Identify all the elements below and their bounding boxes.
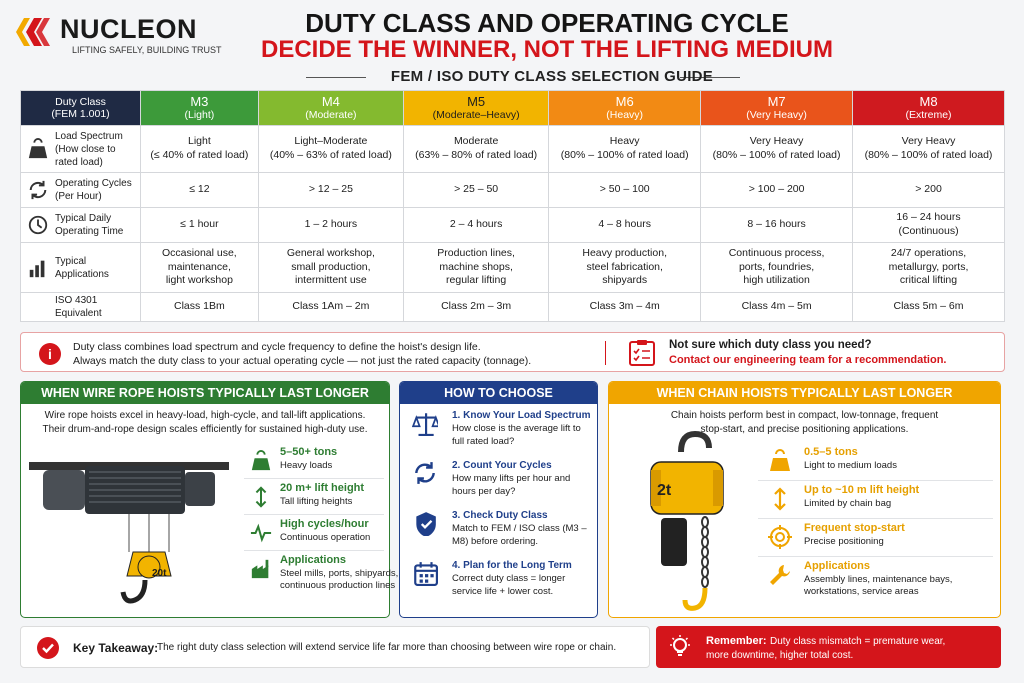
cell-line: (80% – 100% of rated load) bbox=[864, 149, 993, 161]
table-cell bbox=[404, 208, 549, 243]
factory-icon bbox=[250, 558, 272, 580]
wrench-icon bbox=[768, 563, 792, 587]
feature-title: 20 m+ lift height bbox=[280, 482, 365, 494]
cell-line: Production lines, bbox=[437, 247, 515, 260]
step-text: How close is the average lift to full rated load? bbox=[452, 423, 581, 447]
table-cell bbox=[258, 243, 403, 293]
table-cell bbox=[853, 293, 1005, 322]
calendar-icon bbox=[412, 560, 438, 586]
cell-line: 8 – 16 hours bbox=[747, 218, 806, 231]
table-cell bbox=[404, 293, 549, 322]
cell-line: light workshop bbox=[165, 274, 233, 287]
table-cell bbox=[549, 173, 701, 208]
table-cell bbox=[701, 208, 853, 243]
feature-subtitle bbox=[280, 532, 370, 544]
row-header-line: Load Spectrum bbox=[55, 130, 123, 142]
cell-line: ≤ 1 hour bbox=[180, 218, 219, 231]
feature-sub-line: Tall lifting heights bbox=[280, 496, 353, 507]
table-cell bbox=[853, 208, 1005, 243]
feature-subtitle: Light to medium loads bbox=[804, 460, 897, 471]
chain-feature-item bbox=[758, 481, 993, 519]
lift-height-icon bbox=[250, 486, 272, 508]
choose-step bbox=[410, 460, 595, 506]
row-header-line: Operating Cycles bbox=[55, 178, 132, 189]
table-cell bbox=[701, 126, 853, 173]
remember-text-1: Duty class mismatch = premature wear, bbox=[770, 636, 946, 647]
cell-line: > 200 bbox=[915, 183, 942, 196]
feature-title: 5–50+ tons bbox=[280, 446, 338, 458]
table-cell bbox=[853, 126, 1005, 173]
table-cell bbox=[258, 126, 403, 173]
how-to-choose-panel bbox=[399, 381, 598, 618]
step-title: 1. Know Your Load Spectrum bbox=[452, 410, 591, 421]
table-cell bbox=[258, 293, 403, 322]
duty-class-header-m7 bbox=[701, 91, 853, 126]
choose-step bbox=[410, 410, 595, 456]
cell-line: > 50 – 100 bbox=[599, 183, 650, 196]
table-row bbox=[21, 173, 1005, 208]
checklist-icon bbox=[627, 339, 657, 367]
wire-intro-line-2: Their drum-and-rope design scales efficiently for sustained high-duty use. bbox=[42, 423, 368, 435]
cell-line: ports, foundries, bbox=[738, 260, 815, 273]
key-takeaway-text: The right duty class selection will extend service life far more than choosing between wire rope or chain. bbox=[157, 642, 617, 653]
table-cell bbox=[853, 173, 1005, 208]
cell-line: Class 4m – 5m bbox=[741, 300, 812, 313]
feature-title: 0.5–5 tons bbox=[804, 446, 858, 458]
table-cell bbox=[141, 243, 259, 293]
cell-line: steel fabrication, bbox=[586, 260, 663, 273]
table-cell bbox=[549, 293, 701, 322]
class-level: (Light) bbox=[184, 109, 215, 122]
cell-line: 1 – 2 hours bbox=[304, 218, 358, 231]
table-cell bbox=[258, 173, 403, 208]
chain-intro-line-1: Chain hoists perform best in compact, low-tonnage, frequent bbox=[670, 410, 939, 421]
cell-line: Class 5m – 6m bbox=[893, 300, 964, 313]
class-level: (Extreme) bbox=[905, 109, 952, 122]
table-cell bbox=[141, 208, 259, 243]
weight-icon bbox=[768, 449, 792, 473]
cell-line: regular lifting bbox=[446, 274, 507, 287]
row-header bbox=[21, 243, 141, 293]
row-header-line: (How close to bbox=[55, 143, 116, 155]
wire-feature-item bbox=[244, 444, 384, 479]
cell-line: maintenance, bbox=[167, 260, 231, 273]
chain-hoist-label: 2t bbox=[657, 482, 672, 499]
chain-hoist-image bbox=[639, 430, 749, 615]
cell-line: Heavy bbox=[609, 135, 640, 148]
feature-subtitle bbox=[280, 460, 332, 472]
key-takeaway-bar bbox=[20, 626, 650, 668]
feature-title: Applications bbox=[804, 560, 871, 572]
cell-line: (Continuous) bbox=[898, 225, 959, 237]
cell-line: (80% – 100% of rated load) bbox=[712, 149, 841, 161]
step-title: 4. Plan for the Long Term bbox=[452, 560, 572, 571]
cell-line: ≤ 12 bbox=[189, 183, 210, 196]
remember-bar bbox=[656, 626, 1001, 668]
bar-chart-icon bbox=[27, 257, 49, 279]
cell-line: General workshop, bbox=[286, 247, 375, 260]
cell-line: (40% – 63% of rated load) bbox=[269, 149, 392, 161]
table-cell bbox=[701, 173, 853, 208]
lightbulb-icon bbox=[668, 635, 692, 659]
feature-title: High cycles/hour bbox=[280, 518, 369, 530]
row-header-line: rated load) bbox=[55, 156, 103, 168]
wire-feature-item bbox=[244, 516, 384, 551]
class-name: M7 bbox=[767, 93, 786, 109]
remember-label: Remember: bbox=[706, 635, 767, 647]
cell-line: shipyards bbox=[602, 274, 648, 287]
table-cell bbox=[404, 243, 549, 293]
table-cell bbox=[258, 208, 403, 243]
row-header-line: Equivalent bbox=[55, 308, 102, 319]
table-cell bbox=[141, 126, 259, 173]
table-cell bbox=[141, 173, 259, 208]
cycle-icon bbox=[27, 179, 49, 201]
row-header bbox=[21, 293, 141, 322]
cell-line: 4 – 8 hours bbox=[598, 218, 651, 231]
info-banner bbox=[20, 332, 1005, 372]
row-header-line: Typical Daily bbox=[55, 213, 112, 224]
duty-class-header-m6 bbox=[549, 91, 701, 126]
table-cell bbox=[701, 243, 853, 293]
info-text-2: Always match the duty class to your actual operating cycle — not just the rated capacity (tonnage). bbox=[73, 355, 532, 367]
info-text-1: Duty class combines load spectrum and cycle frequency to define the hoist's design life. bbox=[73, 341, 481, 353]
feature-sub-line: Steel mills, ports, shipyards, bbox=[280, 568, 399, 579]
table-row bbox=[21, 293, 1005, 322]
row-header-line: ISO 4301 bbox=[55, 295, 98, 306]
table-cell bbox=[549, 126, 701, 173]
row-header bbox=[21, 126, 141, 173]
class-level: (Heavy) bbox=[606, 109, 644, 122]
table-body bbox=[21, 126, 1005, 322]
class-name: M6 bbox=[615, 93, 634, 109]
choose-step bbox=[410, 510, 595, 556]
check-circle-icon bbox=[37, 637, 59, 659]
page-headline: DECIDE THE WINNER, NOT THE LIFTING MEDIUM bbox=[261, 36, 833, 63]
info-icon: i bbox=[39, 343, 61, 365]
feature-subtitle: Limited by chain bag bbox=[804, 498, 892, 509]
feature-subtitle bbox=[280, 568, 398, 592]
wire-rope-hoist-image bbox=[29, 442, 239, 614]
cell-line: > 12 – 25 bbox=[308, 183, 353, 196]
table-cell bbox=[404, 173, 549, 208]
table-cell bbox=[701, 293, 853, 322]
feature-sub-line: continuous production lines bbox=[280, 579, 396, 591]
feature-subtitle: Precise positioning bbox=[804, 536, 884, 547]
cell-line: 24/7 operations, bbox=[890, 247, 967, 260]
class-name: M4 bbox=[321, 93, 340, 109]
cell-line: > 100 – 200 bbox=[748, 183, 805, 196]
info-question: Not sure which duty class you need? bbox=[669, 339, 872, 351]
cell-line: 16 – 24 hours bbox=[896, 211, 961, 224]
page-title: DUTY CLASS AND OPERATING CYCLE bbox=[305, 8, 789, 38]
feature-title: Frequent stop-start bbox=[804, 522, 905, 534]
wire-intro-line-1: Wire rope hoists excel in heavy-load, high-cycle, and tall-lift applications. bbox=[44, 410, 366, 421]
chain-feature-item bbox=[758, 519, 993, 557]
cell-line: Light–Moderate bbox=[294, 135, 368, 148]
wire-feature-item bbox=[244, 552, 399, 591]
weight-icon bbox=[250, 450, 272, 472]
row-header bbox=[21, 208, 141, 243]
feature-title: Up to ~10 m lift height bbox=[804, 484, 920, 496]
feature-title: Applications bbox=[280, 554, 347, 566]
duty-class-header-m8 bbox=[853, 91, 1005, 126]
choose-step bbox=[410, 560, 595, 606]
class-level: (Moderate–Heavy) bbox=[432, 109, 520, 122]
page-subtitle: FEM / ISO DUTY CLASS SELECTION GUIDE bbox=[390, 68, 714, 85]
step-title: 2. Count Your Cycles bbox=[452, 460, 552, 471]
brand-tagline: LIFTING SAFELY, BUILDING TRUST bbox=[72, 45, 222, 55]
class-name: M8 bbox=[919, 93, 938, 109]
cell-line: metallurgy, ports, bbox=[888, 260, 969, 273]
wire-hook-label: 20t bbox=[152, 568, 167, 579]
cell-line: critical lifting bbox=[899, 274, 958, 287]
chain-intro-line-2: stop-start, and precise positioning applications. bbox=[700, 423, 909, 435]
cell-line: Light bbox=[187, 135, 211, 148]
duty-class-header-m5 bbox=[404, 91, 549, 126]
table-cell bbox=[141, 293, 259, 322]
corner-line-1: Duty Class bbox=[55, 95, 106, 108]
key-takeaway-label: Key Takeaway: bbox=[73, 641, 159, 655]
table-cell bbox=[853, 243, 1005, 293]
table-row bbox=[21, 126, 1005, 173]
wire-rope-intro bbox=[21, 409, 389, 436]
cell-line: (80% – 100% of rated load) bbox=[560, 149, 689, 161]
cell-line: Class 1Bm bbox=[174, 300, 225, 313]
cell-line: Class 3m – 4m bbox=[589, 300, 660, 313]
cell-line: Class 2m – 3m bbox=[441, 300, 512, 313]
how-to-choose-header: HOW TO CHOOSE bbox=[400, 382, 597, 404]
chain-hoist-header: WHEN CHAIN HOISTS TYPICALLY LAST LONGER bbox=[609, 382, 1000, 404]
wire-feature-item bbox=[244, 480, 384, 515]
row-header-line: (Per Hour) bbox=[55, 191, 102, 202]
cell-line: (≤ 40% of rated load) bbox=[150, 149, 249, 161]
cell-line: Class 1Am – 2m bbox=[292, 300, 370, 313]
clock-icon bbox=[27, 214, 49, 236]
chain-feature-item bbox=[758, 557, 993, 603]
step-title: 3. Check Duty Class bbox=[452, 510, 548, 521]
info-divider bbox=[605, 341, 606, 365]
pulse-icon bbox=[250, 522, 272, 544]
cell-line: high utilization bbox=[743, 274, 810, 287]
lift-height-icon bbox=[768, 487, 792, 511]
cell-line: 2 – 4 hours bbox=[449, 218, 503, 231]
table-header-row bbox=[21, 91, 1005, 126]
table-cell bbox=[404, 126, 549, 173]
row-header-line: Typical bbox=[55, 255, 87, 267]
cell-line: Occasional use, bbox=[162, 247, 237, 260]
table-row bbox=[21, 243, 1005, 293]
row-header-line: Applications bbox=[55, 268, 109, 280]
table-cell bbox=[549, 243, 701, 293]
cell-line: small production, bbox=[291, 260, 371, 273]
table-row bbox=[21, 208, 1005, 243]
class-name: M3 bbox=[190, 93, 209, 109]
cell-line: Very Heavy bbox=[901, 135, 956, 148]
step-text: Correct duty class = longer service life + lower cost. bbox=[452, 573, 566, 597]
corner-line-2: (FEM 1.001) bbox=[51, 108, 110, 120]
wire-rope-panel bbox=[20, 381, 399, 618]
brand-name: NUCLEON bbox=[60, 14, 197, 44]
wire-rope-header: WHEN WIRE ROPE HOISTS TYPICALLY LAST LONGER bbox=[21, 382, 389, 404]
class-level: (Very Heavy) bbox=[746, 109, 807, 122]
duty-class-header-m4 bbox=[258, 91, 403, 126]
table-corner-header bbox=[21, 91, 141, 126]
cell-line: intermittent use bbox=[294, 274, 367, 287]
feature-sub-line: Heavy loads bbox=[280, 460, 333, 471]
cell-line: machine shops, bbox=[439, 260, 513, 273]
shield-check-icon bbox=[412, 510, 438, 536]
remember-text-2: more downtime, higher total cost. bbox=[706, 650, 854, 661]
class-name: M5 bbox=[467, 93, 486, 109]
row-header bbox=[21, 173, 141, 208]
duty-class-table bbox=[20, 90, 1005, 322]
cycle-icon bbox=[412, 460, 438, 486]
cell-line: Moderate bbox=[453, 135, 499, 148]
cell-line: Continuous process, bbox=[728, 247, 825, 260]
cell-line: Very Heavy bbox=[749, 135, 804, 148]
duty-class-header-m3 bbox=[141, 91, 259, 126]
row-header-line: Operating Time bbox=[55, 226, 124, 237]
step-text: Match to FEM / ISO class (M3 – M8) before ordering. bbox=[452, 523, 587, 547]
step-text: How many lifts per hour and hours per day? bbox=[452, 473, 571, 497]
cell-line: > 25 – 50 bbox=[454, 183, 499, 196]
cell-line: (63% – 80% of rated load) bbox=[415, 149, 538, 161]
feature-subtitle bbox=[280, 496, 352, 508]
class-level: (Moderate) bbox=[305, 109, 357, 122]
scale-icon bbox=[412, 410, 438, 436]
contact-link[interactable]: Contact our engineering team for a recommendation. bbox=[669, 354, 947, 366]
target-icon bbox=[768, 525, 792, 549]
feature-sub-line: Continuous operation bbox=[280, 532, 371, 543]
weight-icon bbox=[27, 138, 49, 160]
cell-line: Heavy production, bbox=[582, 247, 667, 260]
feature-subtitle: Assembly lines, maintenance bays, workstations, service areas bbox=[804, 574, 953, 597]
table-cell bbox=[549, 208, 701, 243]
chain-feature-item bbox=[758, 443, 993, 481]
